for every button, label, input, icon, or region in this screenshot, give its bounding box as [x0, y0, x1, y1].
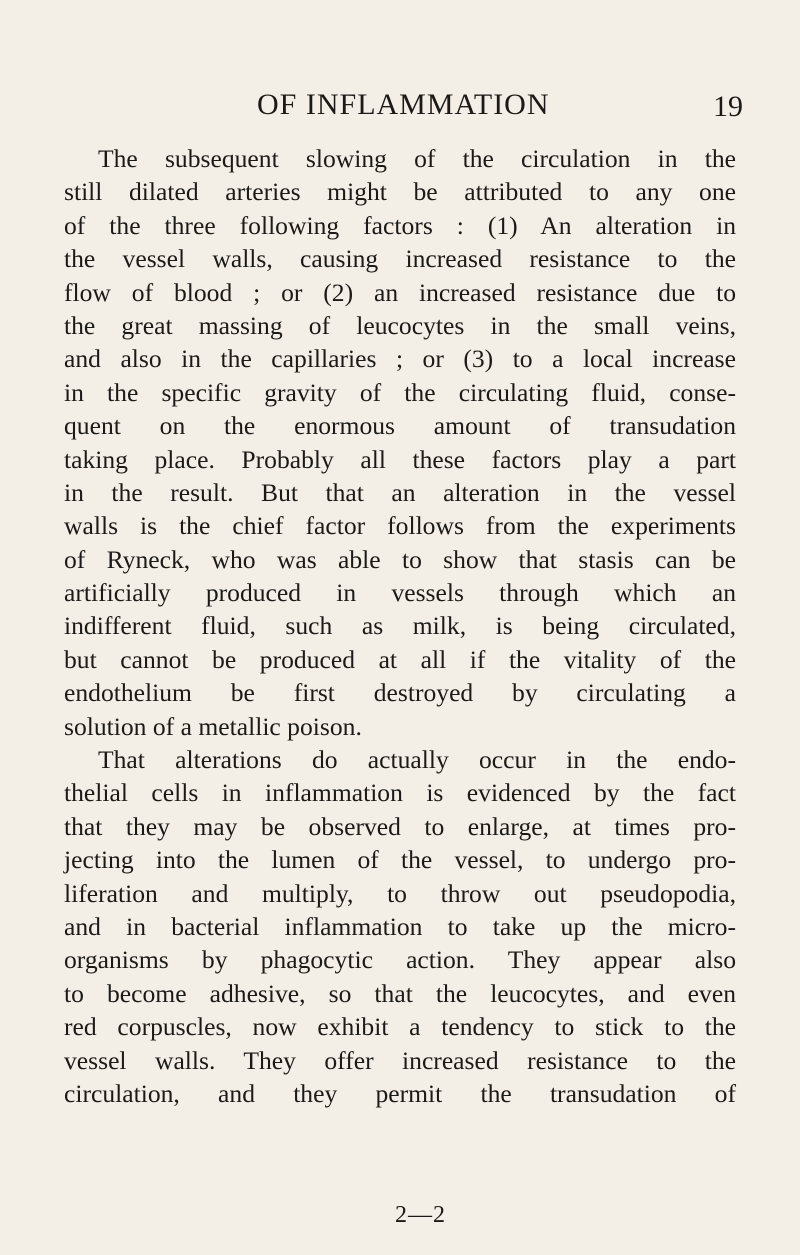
text-line: walls is the chief factor follows from the experiments — [64, 511, 736, 541]
text-line: flow of blood ; or (2) an increased resistance due to — [64, 277, 736, 307]
text-line: taking place. Probably all these factors play a part — [64, 444, 736, 474]
text-line: red corpuscles, now exhibit a tendency to stick to the — [64, 1012, 736, 1042]
text-line: solution of a metallic poison. — [64, 711, 362, 741]
text-line: the vessel walls, causing increased resistance to the — [64, 244, 736, 274]
text-line: thelial cells in inflammation is evidenced by the fact — [64, 778, 736, 808]
text-line: to become adhesive, so that the leucocytes, and even — [64, 978, 736, 1008]
text-line: in the result. But that an alteration in the vessel — [64, 477, 736, 507]
text-line: of the three following factors : (1) An alteration in — [64, 210, 736, 240]
text-line: of Ryneck, who was able to show that stasis can be — [64, 544, 736, 574]
text-line: vessel walls. They offer increased resistance to the — [64, 1045, 736, 1075]
text-line: circulation, and they permit the transudation of — [64, 1078, 736, 1108]
text-line: and in bacterial inflammation to take up the micro- — [64, 911, 736, 941]
text-line: endothelium be first destroyed by circulating a — [64, 678, 736, 708]
body-text — [64, 142, 736, 1110]
text-line: still dilated arteries might be attributed to any one — [64, 177, 736, 207]
text-line: and also in the capillaries ; or (3) to a local increase — [64, 344, 736, 374]
text-line: liferation and multiply, to throw out pseudopodia, — [64, 878, 736, 908]
text-line: That alterations do actually occur in the endo- — [98, 745, 736, 775]
page-number: 19 — [713, 90, 743, 123]
text-line: quent on the enormous amount of transudation — [64, 411, 736, 441]
text-line: but cannot be produced at all if the vitality of the — [64, 644, 736, 674]
text-line: organisms by phagocytic action. They appear also — [64, 945, 736, 975]
running-title: OF INFLAMMATION — [257, 88, 550, 121]
text-line: The subsequent slowing of the circulation in the — [98, 144, 736, 173]
text-line: that they may be observed to enlarge, at times pro- — [64, 811, 736, 841]
signature-mark: 2—2 — [395, 1202, 446, 1228]
text-line: in the specific gravity of the circulating fluid, conse- — [64, 377, 736, 407]
text-line: the great massing of leucocytes in the small veins, — [64, 310, 736, 340]
text-line: artificially produced in vessels through which an — [64, 578, 736, 608]
text-line: indifferent fluid, such as milk, is being circulated, — [64, 611, 736, 641]
text-line: jecting into the lumen of the vessel, to undergo pro- — [64, 845, 736, 875]
